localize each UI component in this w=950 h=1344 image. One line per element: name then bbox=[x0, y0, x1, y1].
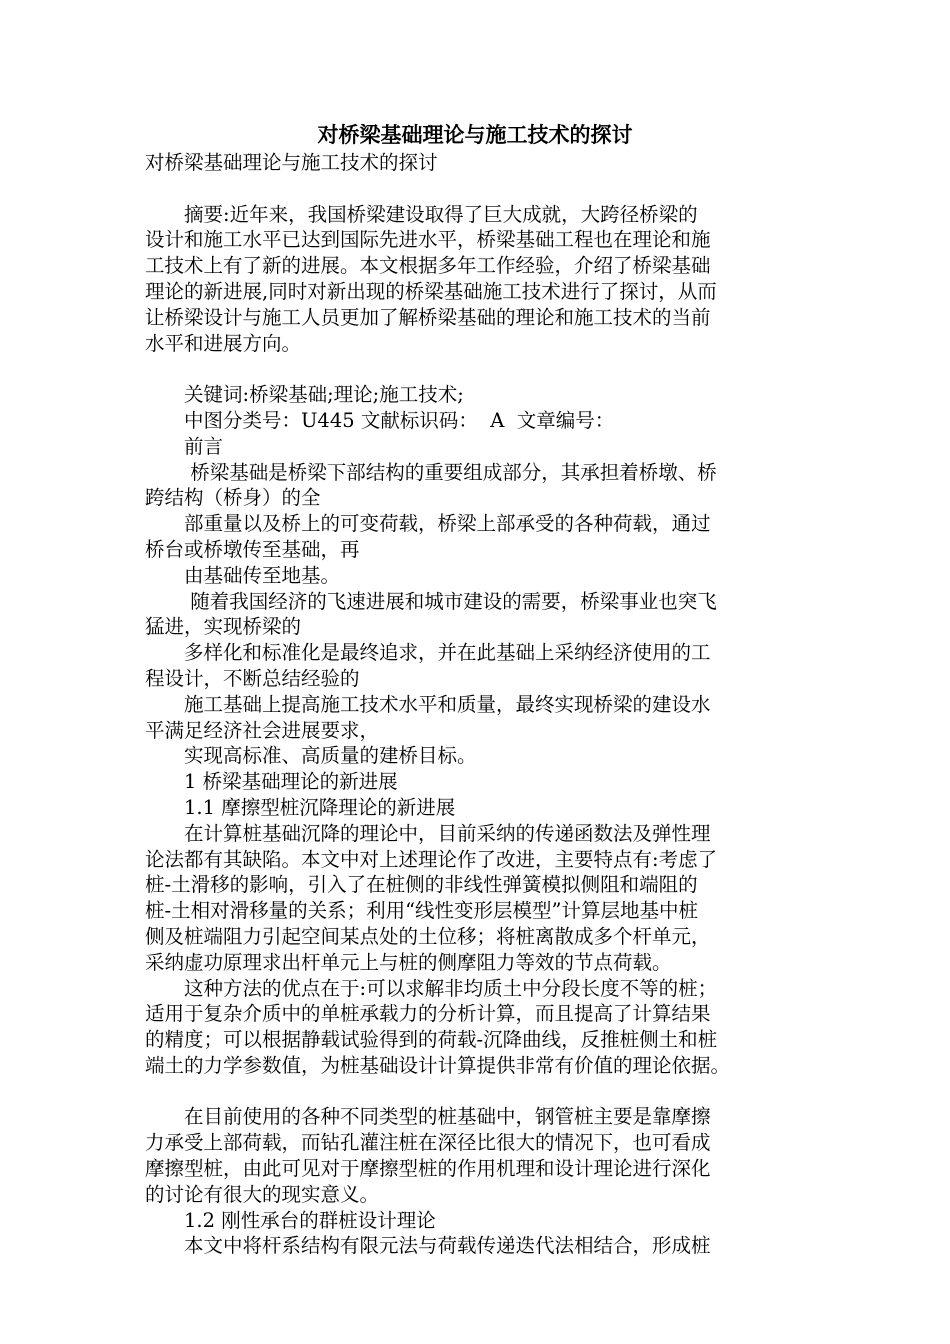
text-line: 1.2 刚性承台的群桩设计理论 bbox=[145, 1208, 436, 1232]
text-line: 论法都有其缺陷。本文中对上述理论作了改进，主要特点有:考虑了 bbox=[145, 847, 718, 871]
text-line: 让桥梁设计与施工人员更加了解桥梁基础的理论和施工技术的当前 bbox=[145, 305, 711, 329]
text-line: 前言 bbox=[145, 434, 224, 458]
text-line: 设计和施工水平已达到国际先进水平，桥梁基础工程也在理论和施 bbox=[145, 228, 711, 252]
text-line: 的精度；可以根据静载试验得到的荷载-沉降曲线，反推桩侧土和桩 bbox=[145, 1028, 718, 1052]
text-line: 关键词:桥梁基础;理论;施工技术; bbox=[145, 383, 464, 407]
text-line: 1.1 摩擦型桩沉降理论的新进展 bbox=[145, 795, 456, 819]
text-line: 施工基础上提高施工技术水平和质量，最终实现桥梁的建设水 bbox=[145, 692, 711, 716]
text-line: 由基础传至地基。 bbox=[145, 563, 341, 587]
text-line: 对桥梁基础理论与施工技术的探讨 bbox=[145, 151, 438, 174]
text-line: 桩-土相对滑移量的关系；利用“线性变形层模型”计算层地基中桩 bbox=[145, 899, 699, 923]
text-line: 在计算桩基础沉降的理论中，目前采纳的传递函数法及弹性理 bbox=[145, 821, 711, 845]
text-line: 本文中将杆系结构有限元法与荷载传递迭代法相结合，形成桩 bbox=[145, 1234, 711, 1258]
text-line: 的讨论有很大的现实意义。 bbox=[145, 1182, 380, 1206]
document-title: 对桥梁基础理论与施工技术的探讨 bbox=[317, 123, 633, 147]
text-line: 理论的新进展,同时对新出现的桥梁基础施工技术进行了探讨，从而 bbox=[145, 279, 717, 303]
text-line: 采纳虚功原理求出杆单元上与桩的侧摩阻力等效的节点荷载。 bbox=[145, 950, 672, 974]
text-line: 多样化和标准化是最终追求，并在此基础上采纳经济使用的工 bbox=[145, 641, 711, 665]
text-line: 桩-土滑移的影响，引入了在桩侧的非线性弹簧模拟侧阻和端阻的 bbox=[145, 873, 698, 897]
text-line: 端土的力学参数值，为桩基础设计计算提供非常有价值的理论依据。 bbox=[145, 1053, 731, 1077]
text-line: 这种方法的优点在于:可以求解非均质土中分段长度不等的桩； bbox=[145, 976, 718, 1000]
text-line: 水平和进展方向。 bbox=[145, 331, 302, 355]
text-line: 工技术上有了新的进展。本文根据多年工作经验，介绍了桥梁基础 bbox=[145, 254, 711, 278]
blank-line bbox=[145, 1079, 805, 1105]
text-line: 平满足经济社会进展要求， bbox=[145, 718, 380, 742]
text-line: 桥台或桥墩传至基础，再 bbox=[145, 537, 360, 561]
text-line: 在目前使用的各种不同类型的桩基础中，钢管桩主要是靠摩擦 bbox=[145, 1105, 711, 1129]
text-line: 桥梁基础是桥梁下部结构的重要组成部分，其承担着桥墩、桥 bbox=[145, 460, 717, 484]
text-line: 实现高标准、高质量的建桥目标。 bbox=[145, 744, 477, 768]
text-line: 适用于复杂介质中的单桩承载力的分析计算，而且提高了计算结果 bbox=[145, 1002, 711, 1026]
text-line: 侧及桩端阻力引起空间某点处的土位移；将桩离散成多个杆单元， bbox=[145, 924, 711, 948]
text-line: 中图分类号：U445 文献标识码： A 文章编号： bbox=[145, 408, 615, 432]
text-line: 1 桥梁基础理论的新进展 bbox=[145, 770, 398, 794]
text-line: 力承受上部荷载，而钻孔灌注桩在深径比很大的情况下，也可看成 bbox=[145, 1131, 711, 1155]
blank-line bbox=[145, 356, 805, 382]
document-body bbox=[145, 150, 805, 1259]
text-line: 程设计，不断总结经验的 bbox=[145, 666, 360, 690]
text-line: 摩擦型桩，由此可见对于摩擦型桩的作用机理和设计理论进行深化 bbox=[145, 1157, 711, 1181]
text-line: 随着我国经济的飞速进展和城市建设的需要，桥梁事业也突飞 bbox=[145, 589, 717, 613]
text-line: 部重量以及桥上的可变荷载，桥梁上部承受的各种荷载，通过 bbox=[145, 512, 711, 536]
text-line: 猛进，实现桥梁的 bbox=[145, 615, 302, 639]
text-line: 跨结构（桥身）的全 bbox=[145, 486, 321, 510]
blank-line bbox=[145, 176, 805, 202]
text-line: 摘要:近年来，我国桥梁建设取得了巨大成就，大跨径桥梁的 bbox=[145, 202, 698, 226]
